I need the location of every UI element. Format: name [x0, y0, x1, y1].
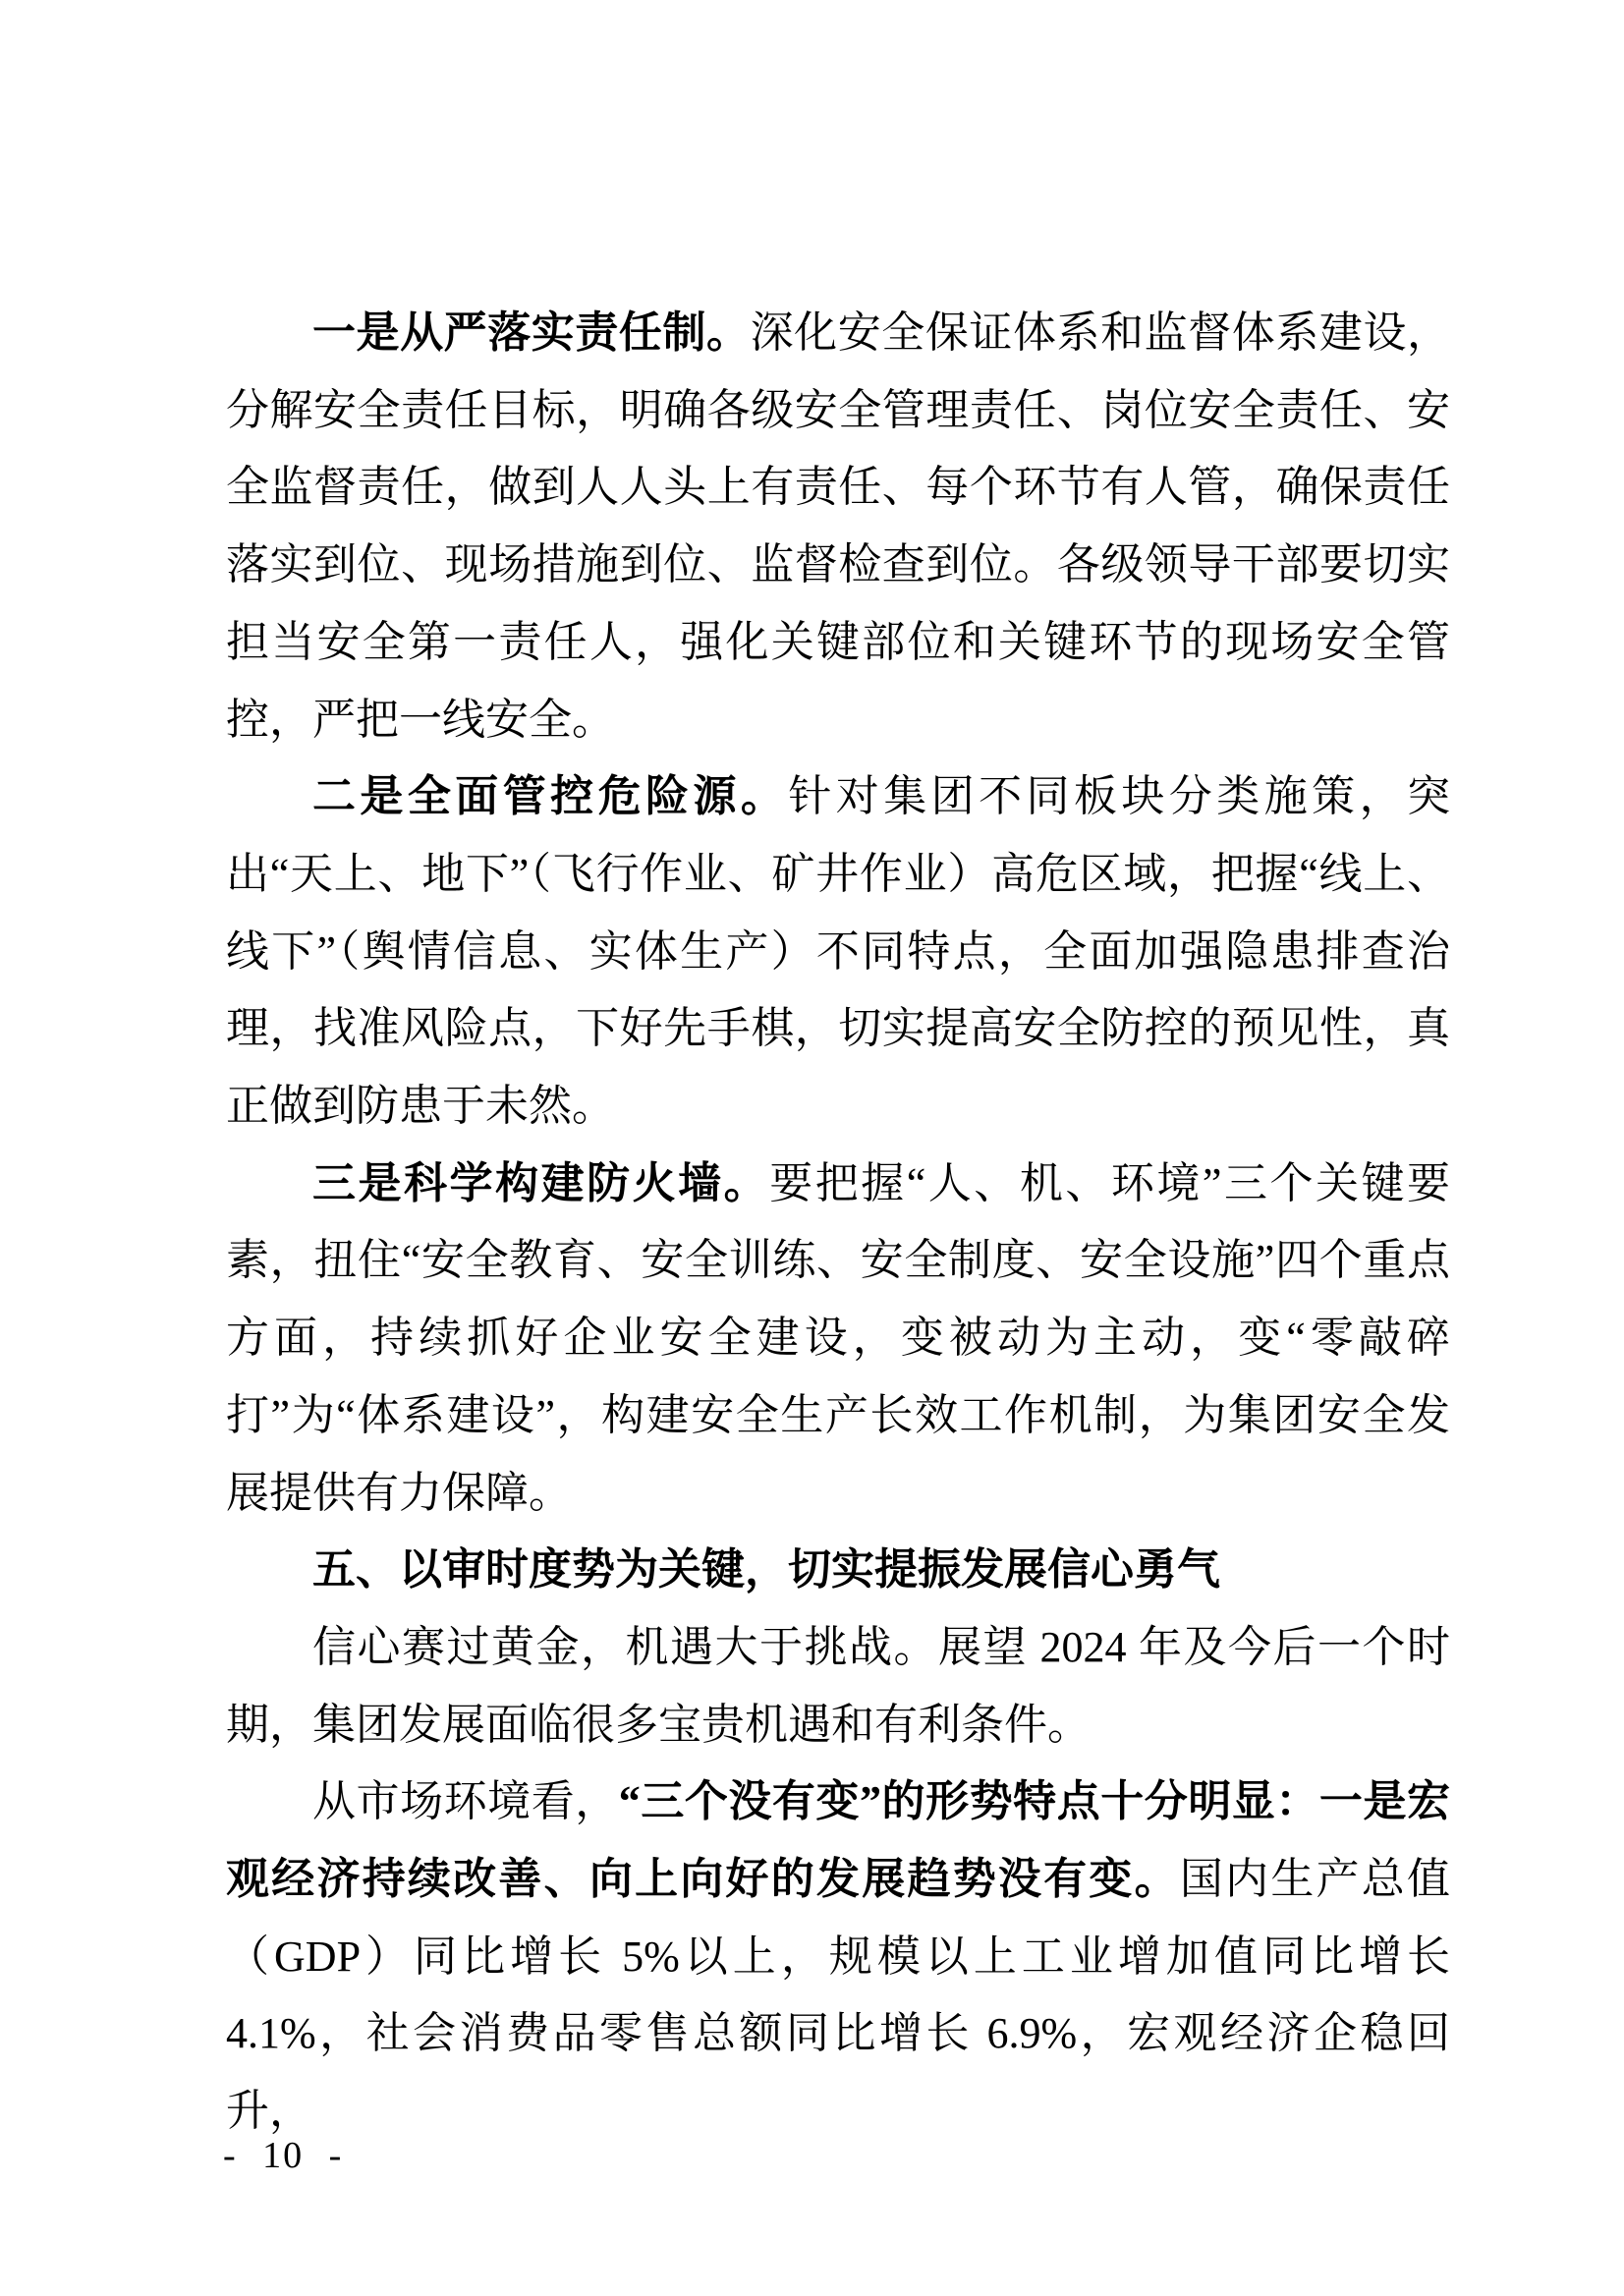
text-run: 国内生产总值（GDP）同比增长 5%以上，规模以上工业增加值同比增长 4.1%，社会消费品零售总额同比增长 6.9%，宏观经济企稳回升， [226, 1855, 1451, 2136]
paragraph-confidence [226, 1609, 1450, 1764]
text-run: 针对集团不同板块分类施策，突出“天上、地下”（飞行作业、矿井作业）高危区域，把握“线上、线下”（舆情信息、实体生产）不同特点，全面加强隐患排查治理，找准风险点，下好先手棋，切实提高安全防控的预见性，真正做到防患于未然。 [226, 772, 1451, 1131]
paragraph-responsibility-system [226, 295, 1450, 758]
paragraph-firewall [226, 1146, 1450, 1533]
page-number: - 10 - [223, 2135, 344, 2176]
bold-run: 五、以审时度势为关键，切实提振发展信心勇气 [312, 1545, 1220, 1595]
paragraph-hazard-control [226, 758, 1450, 1146]
text-run: 深化安全保证体系和监督体系建设，分解安全责任目标，明确各级安全管理责任、岗位安全责任、安全监督责任，做到人人头上有责任、每个环节有人管，确保责任落实到位、现场措施到位、监督检查到位。各级领导干部要切实担当安全第一责任人，强化关键部位和关键环节的现场安全管控，严把一线安全。 [226, 308, 1451, 744]
paragraph-market-environment [226, 1764, 1450, 2151]
document-body [226, 295, 1450, 2151]
section-heading-five [226, 1532, 1450, 1609]
bold-run: 三是科学构建防火墙。 [312, 1158, 770, 1207]
page-footer [223, 2134, 343, 2177]
bold-run: “三个没有变”的形势特点十分明显：一是宏观经济持续改善、向上向好的发展趋势没有变。 [226, 1777, 1451, 1904]
text-run: 信心赛过黄金，机遇大于挑战。展望 2024 年及今后一个时期，集团发展面临很多宝贵机遇和有利条件。 [226, 1622, 1450, 1749]
text-run: 要把握“人、机、环境”三个关键要素，扭住“安全教育、安全训练、安全制度、安全设施”四个重点方面，持续抓好企业安全建设，变被动为主动，变“零敲碎打”为“体系建设”，构建安全生产长效工作机制，为集团安全发展提供有力保障。 [226, 1158, 1451, 1517]
text-run: 从市场环境看， [312, 1777, 619, 1826]
bold-run: 二是全面管控危险源。 [312, 772, 789, 821]
bold-run: 一是从严落实责任制。 [312, 308, 751, 357]
